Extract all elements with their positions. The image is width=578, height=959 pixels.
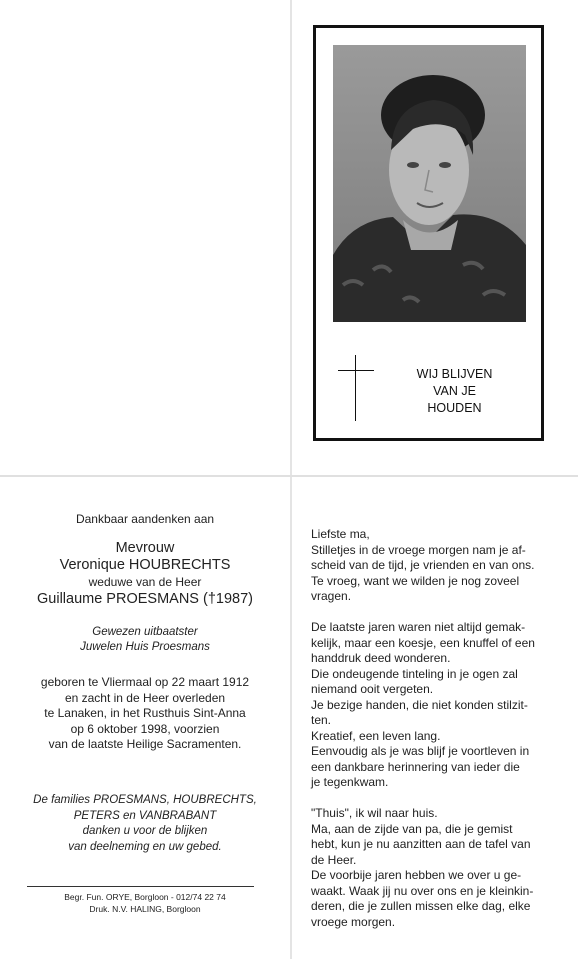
- biography: [0, 675, 290, 753]
- family-line: danken u voor de blijken: [82, 825, 208, 837]
- bio-line: en zacht in de Heer overleden: [64, 690, 226, 705]
- bio-line: te Lanaken, in het Rusthuis Sint-Anna: [44, 706, 246, 720]
- poem-stanza: "Thuis", ik wil naar huis. Ma, aan de zijde van pa, die je gemist hebt, kun je nu aanzitten aan de tafel van de Heer. De voorbije jaren hebben we over u ge- waakt. Waak jij nu over ons en je kleinkin- deren, die je zullen missen elke dag, elke vroege morgen.: [311, 806, 534, 929]
- front-blank-panel: [0, 0, 290, 475]
- occupation-line: Juwelen Huis Proesmans: [80, 641, 210, 653]
- family-line: De families PROESMANS, HOUBRECHTS,: [33, 794, 257, 806]
- motto-line: HOUDEN: [427, 401, 482, 415]
- portrait-photo: [333, 45, 526, 322]
- family-thanks: [0, 793, 290, 855]
- spouse-name: Guillaume PROESMANS (†1987): [37, 591, 253, 607]
- portrait-image: [333, 45, 526, 322]
- motto-line: WIJ BLIJVEN: [416, 367, 493, 381]
- bio-line: op 6 oktober 1998, voorzien: [70, 721, 220, 736]
- poem-stanza: De laatste jaren waren niet altijd gemak- kelijk, maar een koesje, een knuffel of een handdruk deed wonderen. Die ondeugende tinteling in je ogen zal niemand ooit vergeten. Je bezige handen, die niet konden stilzit- ten. Kreatief, een leven lang. Eenvoudig als je was blijf je voortleven in een dankbare herinnering van ieder die je tegenkwam.: [311, 620, 535, 789]
- family-line: van deelneming en uw gebed.: [68, 840, 222, 853]
- vertical-fold: [290, 0, 292, 959]
- poem-stanza: Liefste ma, Stilletjes in de vroege morgen nam je af- scheid van de tijd, je vrienden en van ons. Te vroeg, want we wilden je nog zoveel vragen.: [311, 527, 535, 603]
- printer-line: Begr. Fun. ORYE, Borgloon - 012/74 22 74: [64, 892, 226, 902]
- deceased-name: Veronique HOUBRECHTS: [59, 557, 231, 573]
- deceased-block: [0, 540, 290, 608]
- cross-symbol: [338, 355, 374, 421]
- divider-line: [27, 886, 254, 887]
- relation-text: weduwe van de Heer: [88, 575, 202, 589]
- bio-line: van de laatste Heilige Sacramenten.: [48, 737, 242, 751]
- former-occupation: [0, 625, 290, 655]
- printer-line: Druk. N.V. HALING, Borgloon: [89, 903, 201, 914]
- farewell-poem: [311, 527, 573, 946]
- occupation-line: Gewezen uitbaatster: [92, 626, 198, 638]
- printer-info: [0, 892, 290, 915]
- dedication-text: Dankbaar aandenken aan: [75, 512, 215, 526]
- cross-vertical: [355, 355, 356, 421]
- horizontal-fold: [0, 475, 578, 477]
- family-line: PETERS en VANBRABANT: [73, 809, 217, 822]
- bio-line: geboren te Vliermaal op 22 maart 1912: [40, 675, 250, 689]
- title-text: Mevrouw: [115, 540, 175, 556]
- cross-horizontal: [338, 370, 374, 371]
- motto-line: VAN JE: [433, 384, 476, 398]
- cover-motto: [398, 366, 511, 417]
